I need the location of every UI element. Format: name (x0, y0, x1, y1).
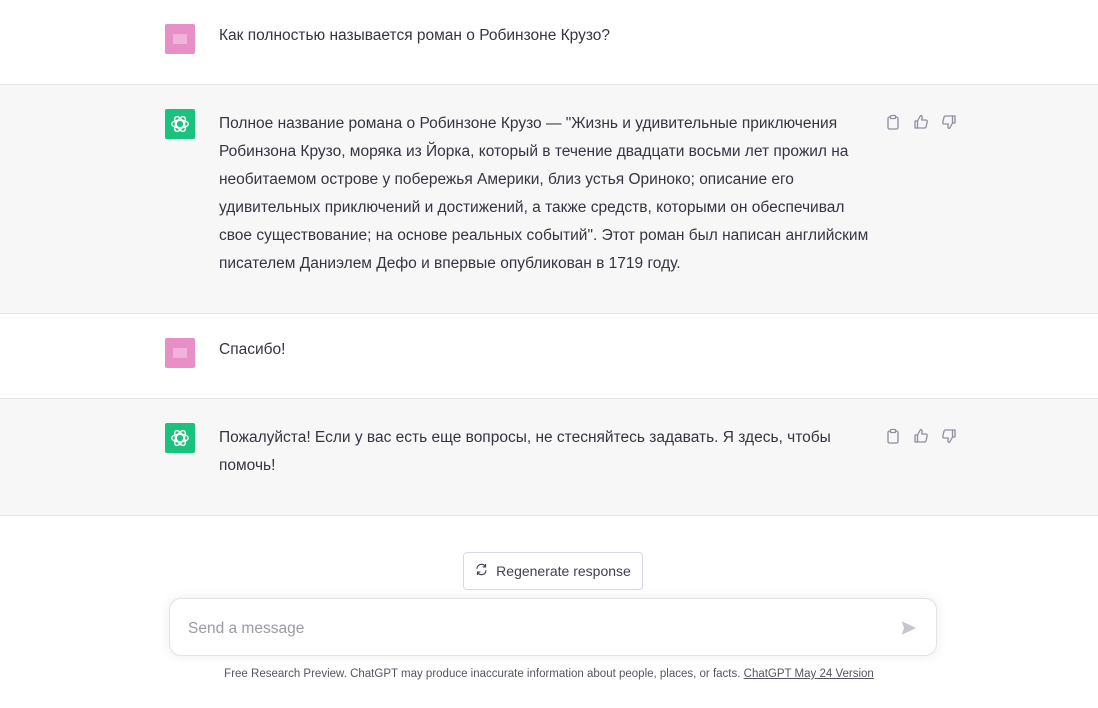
user-avatar (165, 338, 195, 368)
message-input[interactable] (186, 615, 880, 643)
send-icon[interactable] (898, 617, 920, 639)
message-user-1 (0, 0, 1098, 85)
user-avatar (165, 24, 195, 54)
regenerate-label: Regenerate response (496, 563, 631, 579)
message-text: Как полностью называется роман о Робинзоне Крузо? (219, 27, 611, 44)
message-text: Полное название романа о Робинзоне Крузо — "Жизнь и удивительные приключения Робинзона Крузо, моряка из Йорка, который в течение двадцати восьми лет прожил на необитаемом острове у побережья Америки, близ устья Ориноко; описание его удивительных приключений и достижений, а также средств, которыми он обеспечивал свое существование; на основе реальных событий". Этот роман был написан английским писателем Даниэлем Дефо и впервые опубликован в 1719 году. (219, 115, 869, 272)
version-link[interactable]: ChatGPT May 24 Version (743, 668, 874, 680)
chatgpt-logo-icon (165, 423, 195, 453)
message-text: Пожалуйста! Если у вас есть еще вопросы, не стесняйтесь задавать. Я здесь, чтобы помочь! (219, 429, 831, 474)
message-user-2 (0, 314, 1098, 399)
clipboard-icon[interactable] (884, 113, 902, 131)
footer-text: Free Research Preview. ChatGPT may produce inaccurate information about people, places, or facts. (224, 668, 744, 680)
thumbs-down-icon[interactable] (940, 427, 958, 445)
footer-disclaimer (0, 668, 1098, 680)
message-actions (884, 427, 958, 445)
message-assistant-2 (0, 399, 1098, 516)
chatgpt-logo-icon (165, 109, 195, 139)
message-assistant-1 (0, 85, 1098, 314)
regenerate-response-button[interactable] (463, 552, 643, 590)
thumbs-down-icon[interactable] (940, 113, 958, 131)
message-composer (169, 598, 937, 656)
refresh-icon (475, 563, 488, 579)
message-actions (884, 113, 958, 131)
clipboard-icon[interactable] (884, 427, 902, 445)
thumbs-up-icon[interactable] (912, 113, 930, 131)
thumbs-up-icon[interactable] (912, 427, 930, 445)
message-text: Спасибо! (219, 341, 286, 358)
